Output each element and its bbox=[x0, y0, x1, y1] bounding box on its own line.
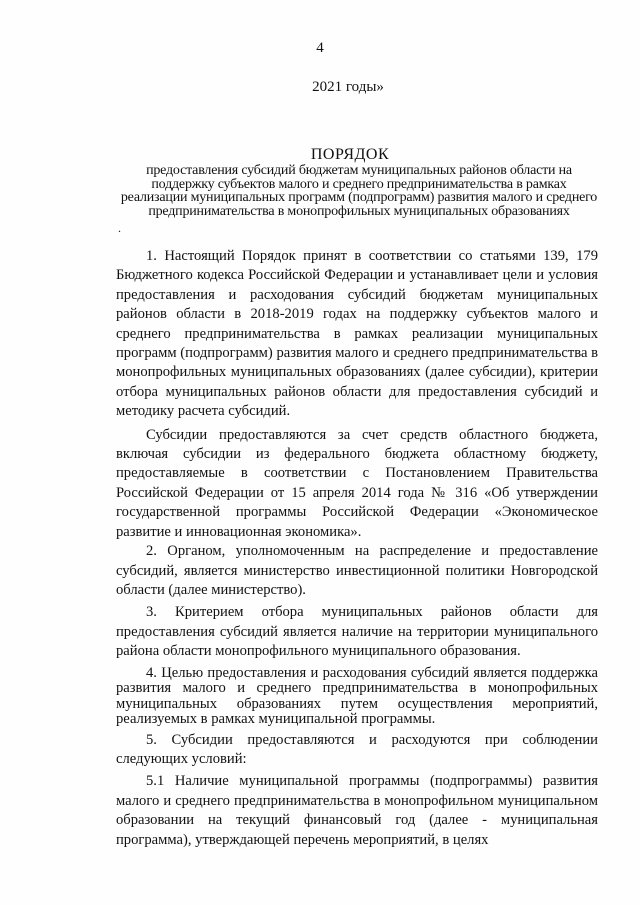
document-title: ПОРЯДОК bbox=[310, 146, 390, 163]
page-number: 4 bbox=[316, 40, 324, 56]
stray-mark: . bbox=[118, 221, 121, 235]
paragraph-3: 3. Критерием отбора муниципальных районов области для предоставления субсидий является наличие на территории муниципального района области монопрофильного муниципального образования. bbox=[116, 604, 598, 660]
paragraph-1: 1. Настоящий Порядок принят в соответствии со статьями 139, 179 Бюджетного кодекса Российской Федерации и устанавливает цели и условия предоставления и расходования субсидий бюджетам муниципальных районов области в 2018-2019 годах на поддержку субъектов малого и среднего предпринимательства в рамках реализации муниципальных программ (подпрограмм) развития малого и среднего предпринимательства в монопрофильных муниципальных образованиях (далее субсидии), критерии отбора муниципальных районов области для предоставления субсидий и методику расчета субсидий. bbox=[116, 248, 598, 420]
paragraph-4: 4. Целью предоставления и расходования субсидий является поддержка развития малого и среднего предпринимательства в монопрофильных муниципальных образованиях путем осуществления мероприятий, реализуемых в рамках муниципальной программы. bbox=[116, 664, 598, 728]
years-line: 2021 годы» bbox=[312, 79, 384, 95]
document-subtitle: предоставления субсидий бюджетам муниципальных районов области на поддержку субъектов малого и среднего предпринимательства в рамках реализации муниципальных программ (подпрограмм) развития малого и среднего предпринимательства в монопрофильных муниципальных образованиях bbox=[120, 163, 598, 219]
paragraph-2: 2. Органом, уполномоченным на распределение и предоставление субсидий, является министерство инвестиционной политики Новгородской области (далее министерство). bbox=[116, 543, 598, 598]
paragraph-5: 5. Субсидии предоставляются и расходуются при соблюдении следующих условий: bbox=[116, 731, 598, 767]
paragraph-subsidies: Субсидии предоставляются за счет средств областного бюджета, включая субсидии из федерального бюджета областному бюджету, предоставляемые в соответствии с Постановлением Правительства Российской Федерации от 15 апреля 2014 года № 316 «Об утверждении государственной программы Российской Федерации «Экономическое развитие и инновационная экономика». bbox=[116, 426, 598, 540]
document-body bbox=[116, 247, 598, 850]
paragraph-5-1: 5.1 Наличие муниципальной программы (подпрограммы) развития малого и среднего предпринимательства в монопрофильном муниципальном образовании на текущий финансовый год (далее - муниципальная программа), утверждающей перечень мероприятий, в целях bbox=[116, 773, 598, 848]
